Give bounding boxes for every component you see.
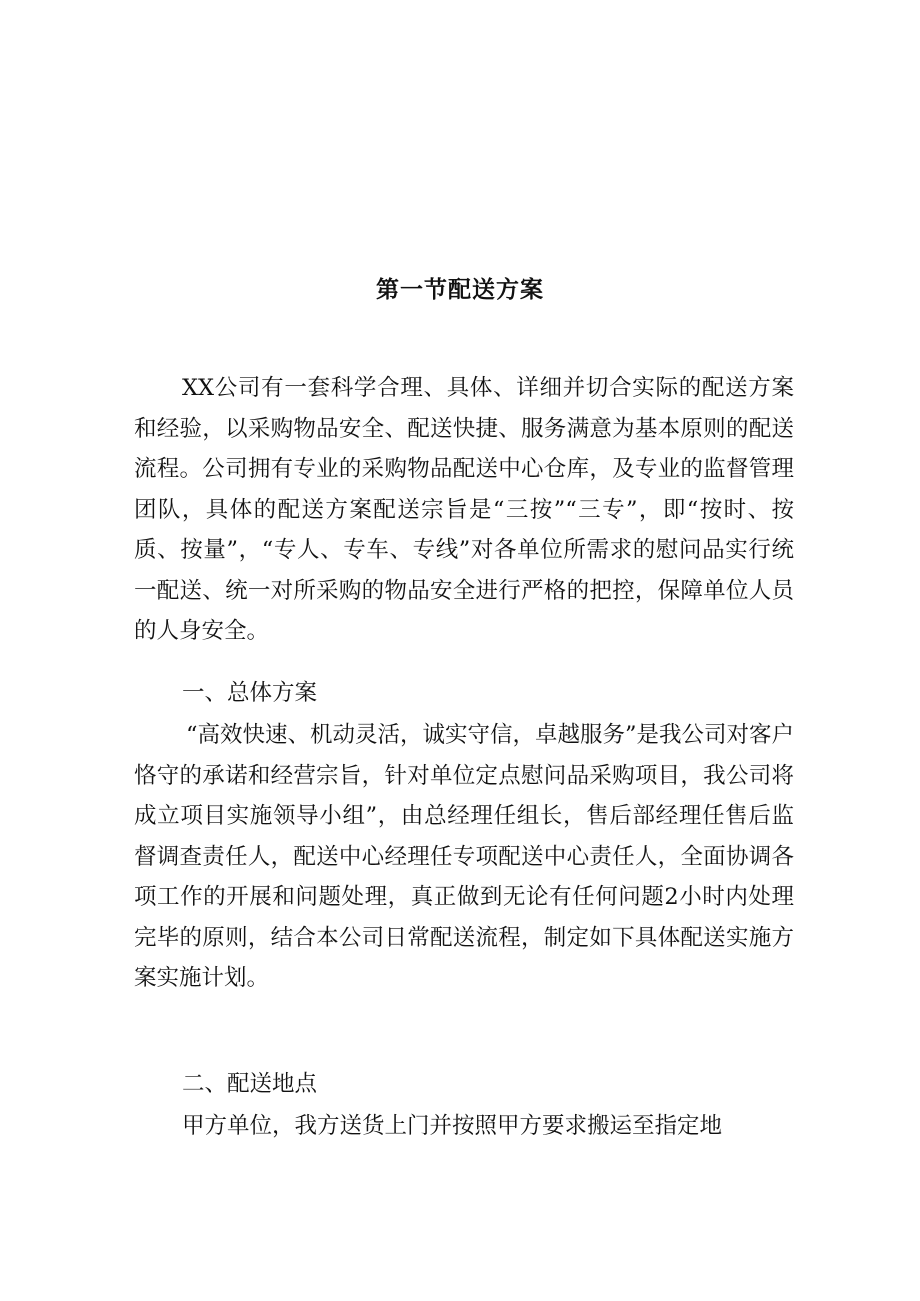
page-title: 第一节配送方案 xyxy=(376,276,544,303)
section-heading-overall-plan: 一、总体方案 xyxy=(182,680,318,706)
overall-plan-paragraph: “高效快速、机动灵活，诚实守信，卓越服务”是我公司对客户恪守的承诺和经营宗旨，针对单位定点慰问品采购项目，我公司将成立项目实施领导小组”，由总经理任组长，售后部经理任售后监督调查责任人，配送中心经理任专项配送中心责任人，全面协调各项工作的开展和问题处理，真正做到无论有任何问题2小时内处理完毕的原则，结合本公司日常配送流程，制定如下具体配送实施方案实施计划。 xyxy=(134,722,795,991)
intro-paragraph: XX公司有一套科学合理、具体、详细并切合实际的配送方案和经验，以采购物品安全、配送快捷、服务满意为基本原则的配送流程。公司拥有专业的采购物品配送中心仓库，及专业的监督管理团队，具体的配送方案配送宗旨是“三按”“三专”，即“按时、按质、按量”，“专人、专车、专线”对各单位所需求的慰问品实行统一配送、统一对所采购的物品安全进行严格的把控，保障单位人员的人身安全。 xyxy=(134,375,794,644)
section-heading-delivery-location: 二、配送地点 xyxy=(182,1071,318,1097)
delivery-location-paragraph: 甲方单位，我方送货上门并按照甲方要求搬运至指定地 xyxy=(182,1113,723,1139)
